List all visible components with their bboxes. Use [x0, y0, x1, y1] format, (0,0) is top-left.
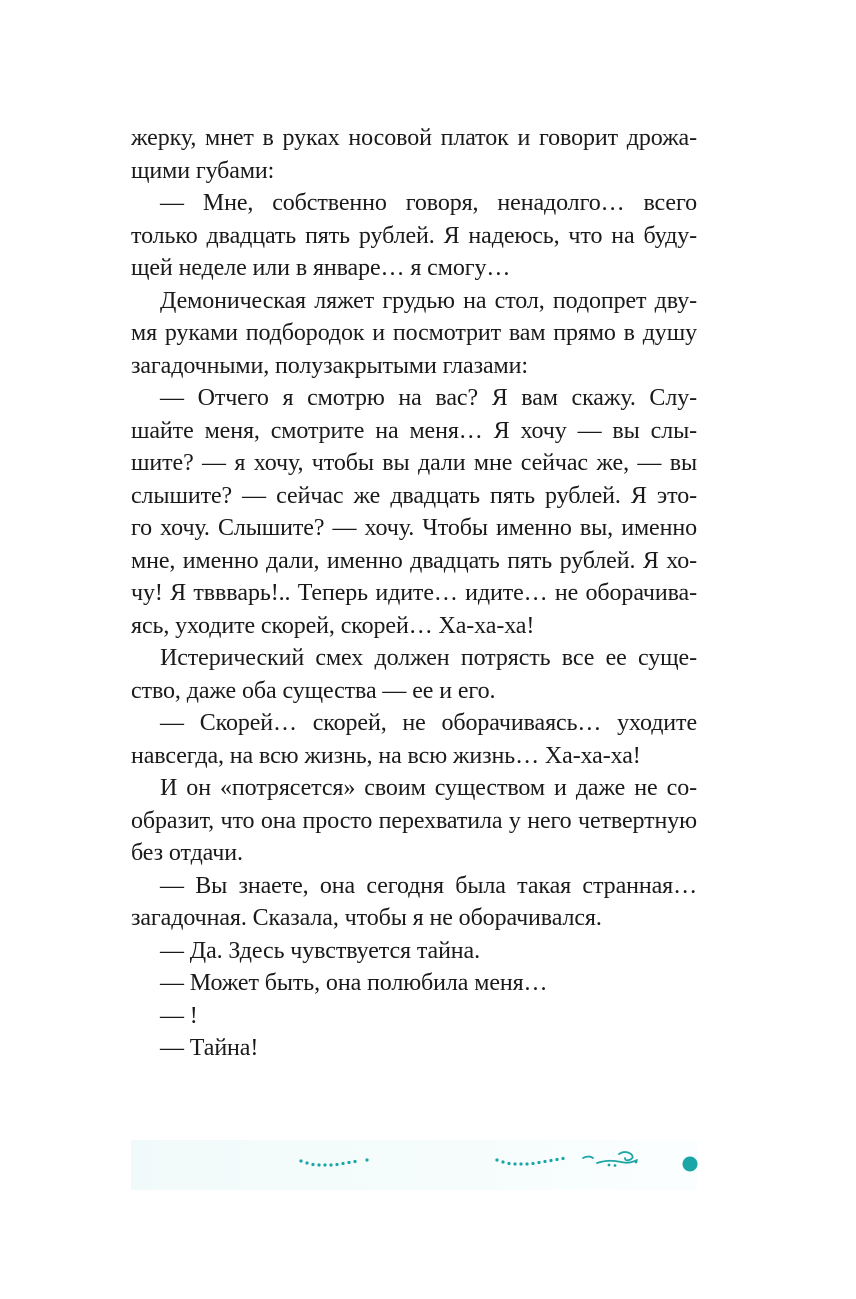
filled-circle-icon [681, 1155, 699, 1173]
text-line: Истерический смех должен потрясть все ее суще- [160, 645, 697, 671]
page-text [131, 122, 697, 1065]
text-line: жерку, мнет в руках носовой платок и говорит дрожа- [131, 125, 697, 151]
text-line: мя руками подбородок и посмотрит вам прямо в душу [131, 320, 697, 346]
footer-decoration-band [131, 1140, 697, 1190]
text-line: только двадцать пять рублей. Я надеюсь, что на буду- [131, 222, 697, 249]
text-line: без отдачи. [131, 840, 243, 866]
ornament-dots-left [299, 1158, 368, 1166]
text-line: шайте меня, смотрите на меня… Я хочу — вы слы- [131, 417, 697, 444]
text-line: — Может быть, она полюбила меня… [160, 970, 548, 996]
text-line: щей неделе или в январе… я смогу… [131, 255, 511, 281]
text-line: мне, именно дали, именно двадцать пять рублей. Я хо- [131, 547, 697, 574]
text-line: го хочу. Слышите? — хочу. Чтобы именно вы, именно [131, 515, 697, 541]
text-line: — Вы знаете, она сегодня была такая странная… [160, 872, 697, 899]
text-line: — Мне, собственно говоря, ненадолго… всего [160, 190, 697, 216]
text-line: — ! [160, 1002, 198, 1029]
text-line: загадочная. Сказала, чтобы я не оборачивался. [131, 905, 602, 931]
text-line: — Скорей… скорей, не оборачиваясь… уходите [160, 710, 697, 736]
text-line: — Да. Здесь чувствуется тайна. [160, 937, 481, 964]
text-line: щими губами: [131, 157, 275, 184]
text-line: загадочными, полузакрытыми глазами: [131, 352, 528, 379]
text-line: шите? — я хочу, чтобы вы дали мне сейчас же, — вы [131, 450, 697, 476]
text-line: слышите? — сейчас же двадцать пять рублей. Я это- [131, 482, 697, 509]
text-line: навсегда, на всю жизнь, на всю жизнь… Ха-ха-ха! [131, 742, 641, 769]
text-line: ясь, уходите скорей, скорей… Ха-ха-ха! [131, 612, 535, 639]
ornament-swirl [583, 1152, 637, 1163]
text-line: — Отчего я смотрю на вас? Я вам скажу. Слу- [160, 385, 697, 411]
text-line: И он «потрясется» своим существом и даже не со- [160, 775, 697, 801]
text-line: чу! Я твввaрь!.. Теперь идите… идите… не оборачива- [131, 580, 697, 606]
text-line: образит, что она просто перехватила у него четвертную [131, 807, 697, 834]
text-line: Демоническая ляжет грудью на стол, подопрет дву- [160, 287, 697, 314]
text-line: — Тайна! [160, 1035, 259, 1061]
text-line: ство, даже оба существа — ее и его. [131, 677, 496, 704]
dotted-swirl-ornament-icon [131, 1140, 697, 1190]
ornament-dots-middle [495, 1157, 564, 1166]
